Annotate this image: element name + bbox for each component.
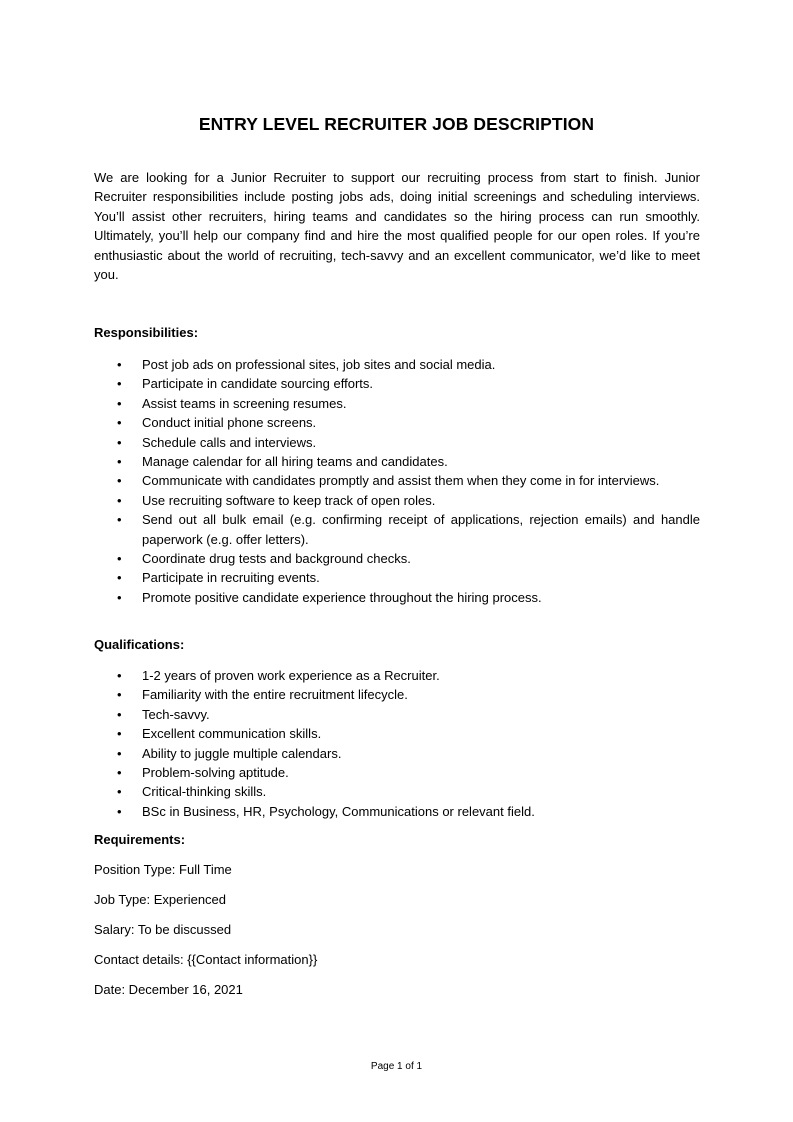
responsibilities-list: [94, 355, 700, 607]
requirements-heading: Requirements:: [94, 832, 186, 847]
responsibility-item-text: Post job ads on professional sites, job sites and social media.: [142, 357, 496, 372]
responsibility-item-text: Conduct initial phone screens.: [142, 415, 317, 431]
document-title: ENTRY LEVEL RECRUITER JOB DESCRIPTION: [198, 114, 595, 134]
bullet-icon: •: [117, 551, 122, 567]
qualification-item: [94, 685, 700, 704]
responsibility-item-text: Participate in recruiting events.: [142, 570, 320, 586]
bullet-icon: •: [117, 765, 122, 781]
responsibility-item-text: Manage calendar for all hiring teams and candidates.: [142, 454, 448, 470]
qualification-item-text: BSc in Business, HR, Psychology, Communications or relevant field.: [142, 803, 535, 819]
responsibilities-heading: Responsibilities:: [94, 325, 199, 340]
qualifications-heading: Qualifications:: [94, 637, 185, 652]
bullet-icon: •: [117, 589, 122, 605]
responsibility-item: [94, 491, 700, 510]
qualification-item: [94, 744, 700, 763]
bullet-icon: •: [117, 512, 122, 528]
qualification-item-text: Critical-thinking skills.: [142, 784, 267, 800]
responsibility-item-text: Schedule calls and interviews.: [142, 434, 317, 450]
bullet-icon: •: [117, 473, 122, 489]
qualification-item: [94, 666, 700, 685]
qualification-item-text: Excellent communication skills.: [142, 726, 322, 742]
responsibility-item: [94, 471, 700, 490]
qualification-item-text: Tech-savvy.: [142, 706, 210, 722]
responsibility-item: [94, 549, 700, 568]
bullet-icon: •: [117, 434, 122, 450]
salary: Salary: To be discussed: [94, 922, 232, 937]
bullet-icon: •: [117, 706, 122, 722]
bullet-icon: •: [117, 784, 122, 800]
intro-paragraph: We are looking for a Junior Recruiter to support our recruiting process from start to finish. Junior Recruiter responsibilities include posting jobs ads, doing initial screenings and scheduling interviews. You’ll assist other recruiters, hiring teams and candidates so the hiring process can run smoothly. Ultimately, you’ll help our company find and hire the most qualified people for our open roles. If you’re enthusiastic about the world of recruiting, tech-savvy and an excellent communicator, we’d like to meet you.: [94, 170, 700, 283]
bullet-icon: •: [117, 376, 122, 392]
responsibility-item-text: Coordinate drug tests and background checks.: [142, 551, 411, 567]
responsibility-item-text: Participate in candidate sourcing efforts.: [142, 376, 374, 392]
bullet-icon: •: [117, 415, 122, 431]
bullet-icon: •: [117, 726, 122, 742]
bullet-icon: •: [117, 492, 122, 508]
qualifications-list: [94, 666, 700, 821]
responsibility-item-text: Promote positive candidate experience throughout the hiring process.: [142, 589, 542, 605]
responsibility-item: [94, 588, 700, 607]
responsibility-item: [94, 355, 700, 374]
responsibility-item-text: Assist teams in screening resumes.: [142, 395, 347, 411]
qualification-item-text: Ability to juggle multiple calendars.: [142, 745, 342, 761]
job-type: Job Type: Experienced: [94, 892, 227, 907]
responsibility-item: [94, 510, 700, 549]
responsibility-item: [94, 568, 700, 587]
bullet-icon: •: [117, 803, 122, 819]
document-date: Date: December 16, 2021: [94, 982, 243, 997]
qualification-item: [94, 782, 700, 801]
qualification-item-text: 1-2 years of proven work experience as a Recruiter.: [142, 668, 440, 683]
responsibility-item-text: Send out all bulk email (e.g. confirming receipt of applications, rejection emails) and handle paperwork (e.g. offer letters).: [142, 512, 700, 547]
bullet-icon: •: [117, 745, 122, 761]
bullet-icon: •: [117, 395, 122, 411]
bullet-icon: •: [117, 357, 122, 372]
qualification-item: [94, 724, 700, 743]
responsibility-item: [94, 394, 700, 413]
bullet-icon: •: [117, 687, 122, 703]
bullet-icon: •: [117, 668, 122, 683]
qualification-item: [94, 763, 700, 782]
qualification-item-text: Familiarity with the entire recruitment lifecycle.: [142, 687, 408, 703]
qualification-item: [94, 802, 700, 821]
responsibility-item: [94, 433, 700, 452]
bullet-icon: •: [117, 570, 122, 586]
qualification-item-text: Problem-solving aptitude.: [142, 765, 289, 781]
responsibility-item-text: Communicate with candidates promptly and assist them when they come in for interviews.: [142, 473, 660, 489]
responsibility-item: [94, 413, 700, 432]
position-type: Position Type: Full Time: [94, 862, 232, 877]
responsibility-item-text: Use recruiting software to keep track of open roles.: [142, 492, 436, 508]
contact-details: Contact details: {{Contact information}}: [94, 952, 318, 967]
page-footer: Page 1 of 1: [370, 1061, 423, 1072]
bullet-icon: •: [117, 454, 122, 470]
responsibility-item: [94, 374, 700, 393]
qualification-item: [94, 705, 700, 724]
responsibility-item: [94, 452, 700, 471]
